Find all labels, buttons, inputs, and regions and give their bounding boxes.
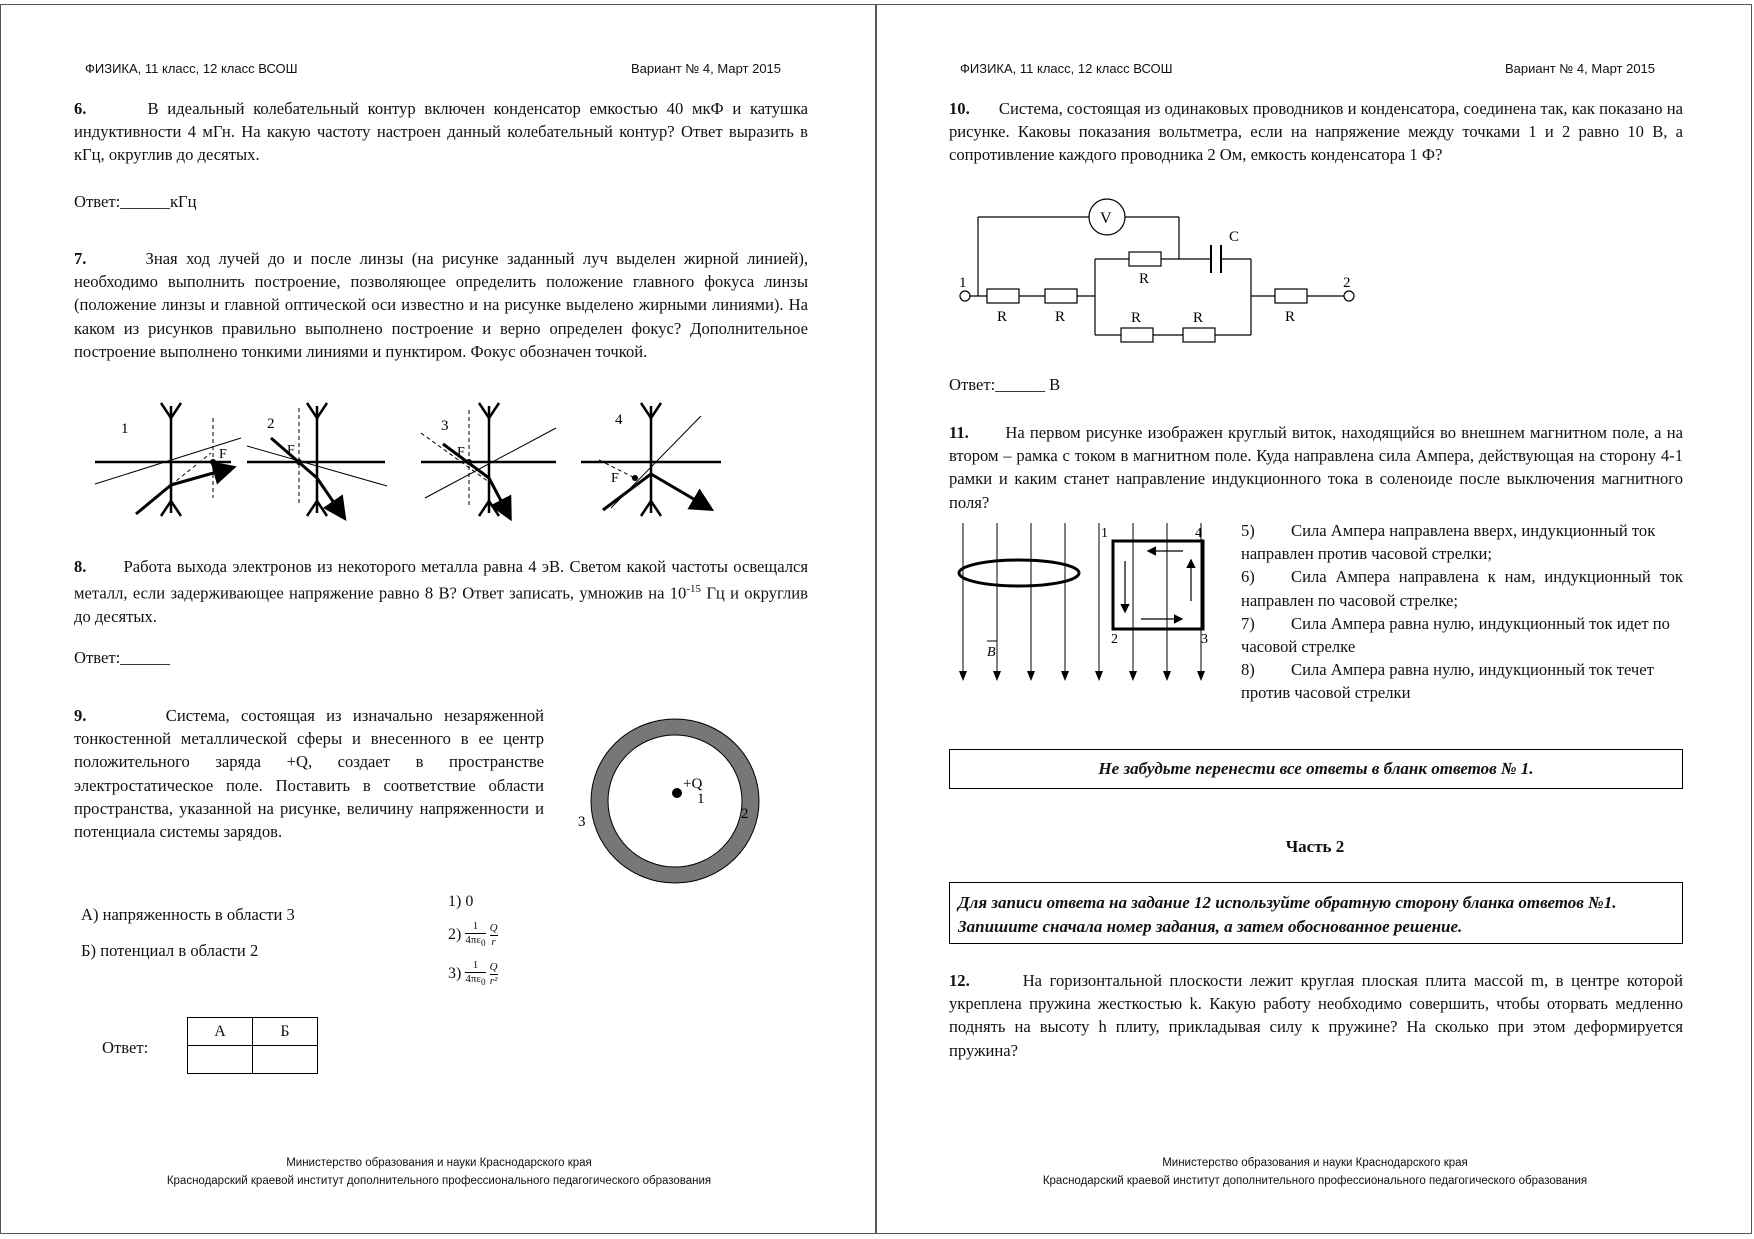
corner-label-3: 3 — [1201, 632, 1208, 647]
footer-institute: Краснодарский краевой институт дополнительного профессионального педагогического образования — [166, 1175, 712, 1187]
corner-label-4: 4 — [1195, 526, 1202, 541]
question-number: 9. — [74, 706, 87, 725]
question-number: 12. — [949, 971, 970, 990]
option-prefix: 3) — [448, 964, 462, 982]
q11-options — [1241, 519, 1683, 705]
answer-label: Ответ: — [949, 375, 996, 394]
answer-label: Ответ: — [74, 192, 121, 211]
option-num: 8) — [1241, 660, 1255, 680]
matching-item-b: Б) потенциал в области 2 — [81, 941, 259, 960]
frac-num: 1 — [465, 959, 485, 973]
question-10 — [949, 97, 1683, 167]
figure-label: 4 — [615, 412, 623, 428]
frac-q: Q — [489, 960, 498, 973]
question-number: 6. — [74, 99, 87, 118]
voltmeter-label: V — [1100, 210, 1112, 227]
question-text: Система, состоящая из изначально незаряженной тонкостенной металлической сферы и внесенного в ее центр положительного заряда +Q, создает в пространстве электростатическое поле. Поставить в соответствие области пространства, указанной на рисунке, величину напряженности и потенциала системы зарядов. — [74, 706, 545, 842]
frac-q: Q — [489, 921, 498, 934]
option-8 — [1241, 658, 1683, 704]
table-header-b: Б — [253, 1018, 318, 1046]
instruction-text: Для записи ответа на задание 12 используйте обратную сторону бланка ответов №1. Запишите сначала номер задания, а затем обоснованное решение. — [958, 893, 1617, 936]
question-9 — [74, 704, 544, 843]
header-variant: Вариант № 4, Март 2015 — [1505, 61, 1656, 76]
notice-box — [949, 749, 1683, 789]
footer — [877, 1154, 1753, 1190]
lens-figure-1 — [95, 403, 241, 516]
question-text: В идеальный колебательный контур включен конденсатор емкостью 40 мкФ и катушка индуктивности 4 мГн. На какую частоту настроен данный колебательный контур? Ответ выразить в кГц, округлив до десятых. — [74, 99, 808, 165]
option-5 — [1241, 519, 1683, 565]
answer-blank[interactable]: ______ — [995, 375, 1045, 394]
lens-figure-3 — [421, 403, 556, 516]
answer-blank[interactable]: ______ — [120, 192, 170, 211]
question-text: На горизонтальной плоскости лежит круглая плоская плита массой m, в центре которой укреплена пружина жесткостью k. Какую работу необходимо совершить, чтобы оторвать медленно поднять на высоту h плиту, прикладывая силу к пружине? На сколько при этом деформируется пружина? — [949, 971, 1683, 1060]
header-variant: Вариант № 4, Март 2015 — [631, 61, 782, 76]
resistor-label: R — [1139, 271, 1150, 287]
frac-den: 4πε — [465, 934, 482, 946]
figure-label: 3 — [441, 418, 449, 434]
frac-num: 1 — [465, 920, 485, 934]
answer-cell-b[interactable] — [253, 1046, 318, 1074]
sphere-figure — [571, 713, 761, 893]
exponent: -15 — [686, 583, 702, 596]
answer-unit: В — [1049, 375, 1061, 394]
question-7 — [74, 247, 808, 363]
focus-label: F — [287, 443, 295, 458]
answer-cell-a[interactable] — [188, 1046, 253, 1074]
question-text-tail: Гц и округлив до десятых. — [74, 583, 808, 626]
answer-8 — [74, 648, 170, 668]
charge-label: +Q — [683, 776, 703, 792]
answer-label: Ответ: — [74, 648, 121, 667]
question-number: 8. — [74, 557, 87, 576]
option-text: Сила Ампера равна нулю, индукционный ток течет против часовой стрелки — [1241, 660, 1654, 703]
region-label-3: 3 — [578, 814, 586, 830]
resistor-label: R — [1285, 309, 1296, 325]
option-text: Сила Ампера равна нулю, индукционный ток идет по часовой стрелке — [1241, 613, 1670, 657]
question-number: 10. — [949, 99, 970, 118]
part2-title: Часть 2 — [1285, 837, 1345, 856]
footer-institute: Краснодарский краевой институт дополнительного профессионального педагогического образования — [1042, 1175, 1588, 1187]
question-text: На первом рисунке изображен круглый виток, находящийся во внешнем магнитном поле, а на втором – рамка с током в магнитном поле. Куда направлена сила Ампера, действующая на сторону 4-1 рамки и каким станет направление индукционного тока в соленоиде после выключения магнитного поля? — [949, 423, 1683, 512]
option-6 — [1241, 565, 1683, 611]
page-left — [0, 4, 876, 1234]
option-text: Сила Ампера направлена к нам, индукционный ток направлен по часовой стрелке; — [1241, 567, 1683, 610]
lens-figure-4 — [581, 403, 721, 516]
footer-ministry: Министерство образования и науки Краснодарского края — [286, 1157, 592, 1169]
table-header-a: А — [188, 1018, 253, 1046]
answer-label-9: Ответ: — [102, 1038, 149, 1057]
focus-label: F — [219, 447, 227, 462]
question-number: 7. — [74, 249, 87, 268]
option-3 — [448, 959, 498, 989]
resistor-label: R — [1193, 310, 1204, 326]
question-8 — [74, 555, 808, 628]
focus-label: F — [457, 445, 465, 460]
footer — [1, 1154, 877, 1190]
frac-r: r — [491, 935, 496, 948]
option-num: 6) — [1241, 567, 1255, 587]
notice-text: Не забудьте перенести все ответы в бланк ответов № 1. — [1098, 759, 1534, 778]
footer-ministry: Министерство образования и науки Краснодарского края — [1162, 1157, 1468, 1169]
answer-unit: кГц — [169, 192, 197, 211]
frac-den-sub: 0 — [481, 977, 486, 988]
instruction-box — [949, 882, 1683, 944]
option-prefix: 2) — [448, 925, 462, 943]
question-text: Зная ход лучей до и после линзы (на рисунке заданный луч выделен жирной линией), необходимо выполнить построение, позволяющее определить положение главного фокуса линзы (положение линзы и главной оптической оси известно и на рисунке выделено жирными линиями). На каком из рисунков правильно выполнено построение и верно определен фокус? Дополнительное построение выполнено тонкими линиями и пунктиром. Фокус обозначен точкой. — [74, 249, 808, 361]
figure-label: 1 — [121, 421, 129, 437]
header-subject: ФИЗИКА, 11 класс, 12 класс ВСОШ — [960, 61, 1173, 76]
question-number: 11. — [949, 423, 969, 442]
circuit-diagram — [949, 195, 1369, 345]
option-num: 7) — [1241, 613, 1255, 633]
magnetic-figure — [951, 521, 1221, 683]
focus-label: F — [611, 471, 619, 486]
option-2 — [448, 920, 498, 950]
corner-label-1: 1 — [1101, 526, 1108, 541]
resistor-label: R — [997, 309, 1008, 325]
question-text: Система, состоящая из одинаковых проводников и конденсатора, соединена так, как показано на рисунке. Каковы показания вольтметра, если на напряжение между точками 1 и 2 равно 10 В, а сопротивление каждого проводника 2 Ом, емкость конденсатора 1 Ф? — [949, 99, 1683, 165]
point-1-label: 1 — [959, 275, 967, 291]
corner-label-2: 2 — [1111, 632, 1118, 647]
header-subject: ФИЗИКА, 11 класс, 12 класс ВСОШ — [85, 61, 298, 76]
region-label-2: 2 — [741, 806, 749, 822]
option-num: 5) — [1241, 521, 1255, 540]
lens-figures — [81, 398, 731, 523]
option-text: Сила Ампера направлена вверх, индукционный ток направлен против часовой стрелки; — [1241, 521, 1656, 564]
answer-blank[interactable]: ______ — [120, 648, 170, 667]
question-6 — [74, 97, 808, 167]
capacitor-label: C — [1229, 229, 1240, 245]
region-label-1: 1 — [697, 791, 705, 807]
answer-10 — [949, 375, 1060, 395]
question-11 — [949, 421, 1683, 514]
answer-table-9 — [187, 1017, 318, 1074]
lens-figure-2 — [247, 403, 387, 516]
option-7 — [1241, 612, 1683, 658]
page-right — [876, 4, 1752, 1234]
question-12 — [949, 969, 1683, 1062]
question-text: Работа выхода электронов из некоторого металла равна 4 эВ. Светом какой частоты освещался металл, если задерживающее напряжение равно 8 В? Ответ записать, умножив на 10 — [74, 557, 808, 603]
matching-item-a: А) напряженность в области 3 — [81, 905, 295, 924]
point-2-label: 2 — [1343, 275, 1351, 291]
answer-6 — [74, 192, 197, 212]
resistor-label: R — [1055, 309, 1066, 325]
resistor-label: R — [1131, 310, 1142, 326]
frac-den-sub: 0 — [481, 938, 486, 949]
figure-label: 2 — [267, 416, 275, 432]
frac-r2: r² — [489, 974, 498, 987]
option-1: 1) 0 — [448, 893, 474, 910]
field-b-label: B — [987, 645, 996, 660]
frac-den: 4πε — [465, 973, 482, 985]
